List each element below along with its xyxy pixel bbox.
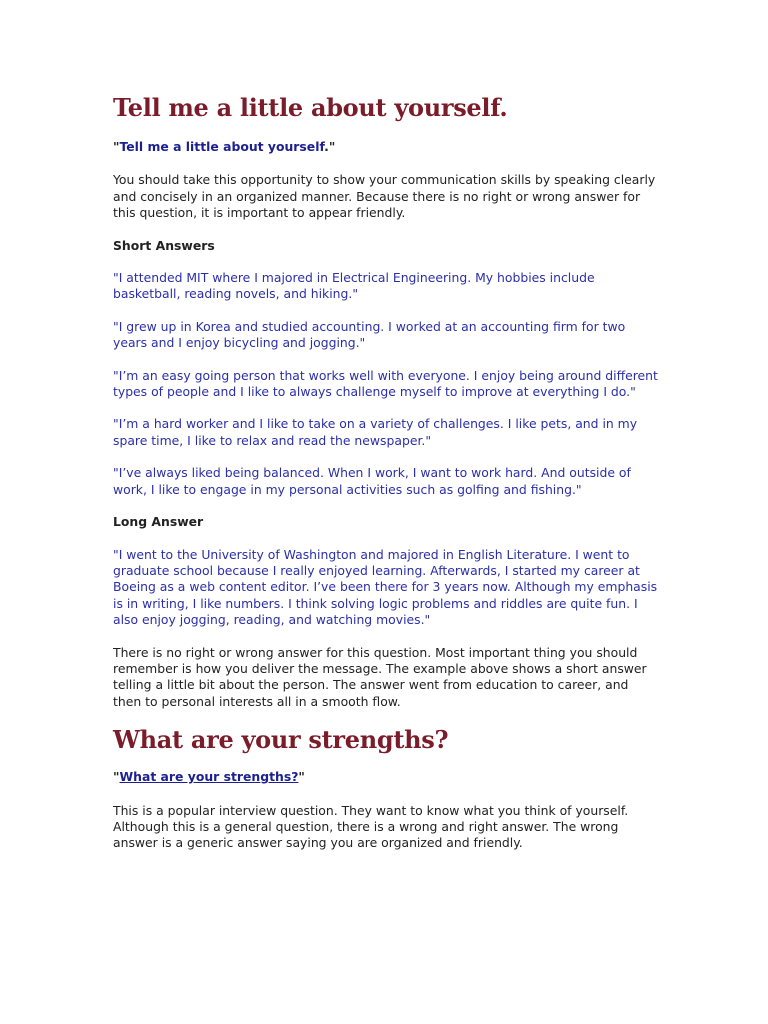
section-title: Tell me a little about yourself. (113, 93, 508, 122)
short-answer-5: "I’ve always liked being balanced. When I work, I want to work hard. And outside of work, I like to engage in my personal activities such as golfing and fishing." (113, 465, 631, 497)
short-answer-3: "I’m an easy going person that works well with everyone. I enjoy being around different types of people and I like to always challenge myself to improve at everything I do." (113, 367, 658, 400)
conclusion-paragraph: There is no right or wrong answer for this question. Most important thing you should remember is how you deliver the message. The example above shows a short answer telling a little bit about the person. The answer went from education to career, and then to personal interests all in a smooth flow. (113, 644, 647, 709)
short-answers-heading: Short Answers (113, 237, 215, 253)
short-answer-1: "I attended MIT where I majored in Electrical Engineering. My hobbies include basketball, reading novels, and hiking." (113, 270, 595, 302)
close-quote: ." (324, 139, 336, 154)
question-text: Tell me a little about yourself (119, 139, 325, 154)
close-quote: " (298, 769, 305, 785)
long-answer: "I went to the University of Washington and majored in English Literature. I went to graduate school because I really enjoyed learning. Afterwards, I started my career at Boeing as a web content editor. I’ve been there for 3 years now. Although my emphasis is in writing, I like numbers. I think solving logic problems and riddles are quite fun. I also enjoy jogging, reading, and watching movies." (113, 546, 658, 628)
intro-paragraph: You should take this opportunity to show your communication skills by speaking clearly and concisely in an organized manner. Because there is no right or wrong answer for this question, it is important to appear friendly. (113, 172, 656, 221)
strengths-intro-paragraph: This is a popular interview question. They want to know what you think of yourself. Although this is a general question, there is a wrong and right answer. The wrong answer is a generic answer saying you are organized and friendly. (113, 802, 629, 851)
open-quote: " (113, 769, 120, 785)
section-title-strengths: What are your strengths? (113, 725, 449, 755)
short-answer-4: "I’m a hard worker and I like to take on a variety of challenges. I like pets, and in my spare time, I like to relax and read the newspaper." (113, 416, 638, 448)
long-answer-heading: Long Answer (113, 514, 204, 530)
document-page (113, 92, 658, 852)
question-line (113, 139, 658, 155)
short-answer-2: "I grew up in Korea and studied accounting. I worked at an accounting firm for two years and I enjoy bicycling and jogging." (113, 318, 626, 351)
open-quote: " (113, 139, 120, 154)
strengths-link[interactable]: What are your strengths? (119, 769, 299, 785)
question-line-strengths (113, 769, 658, 785)
